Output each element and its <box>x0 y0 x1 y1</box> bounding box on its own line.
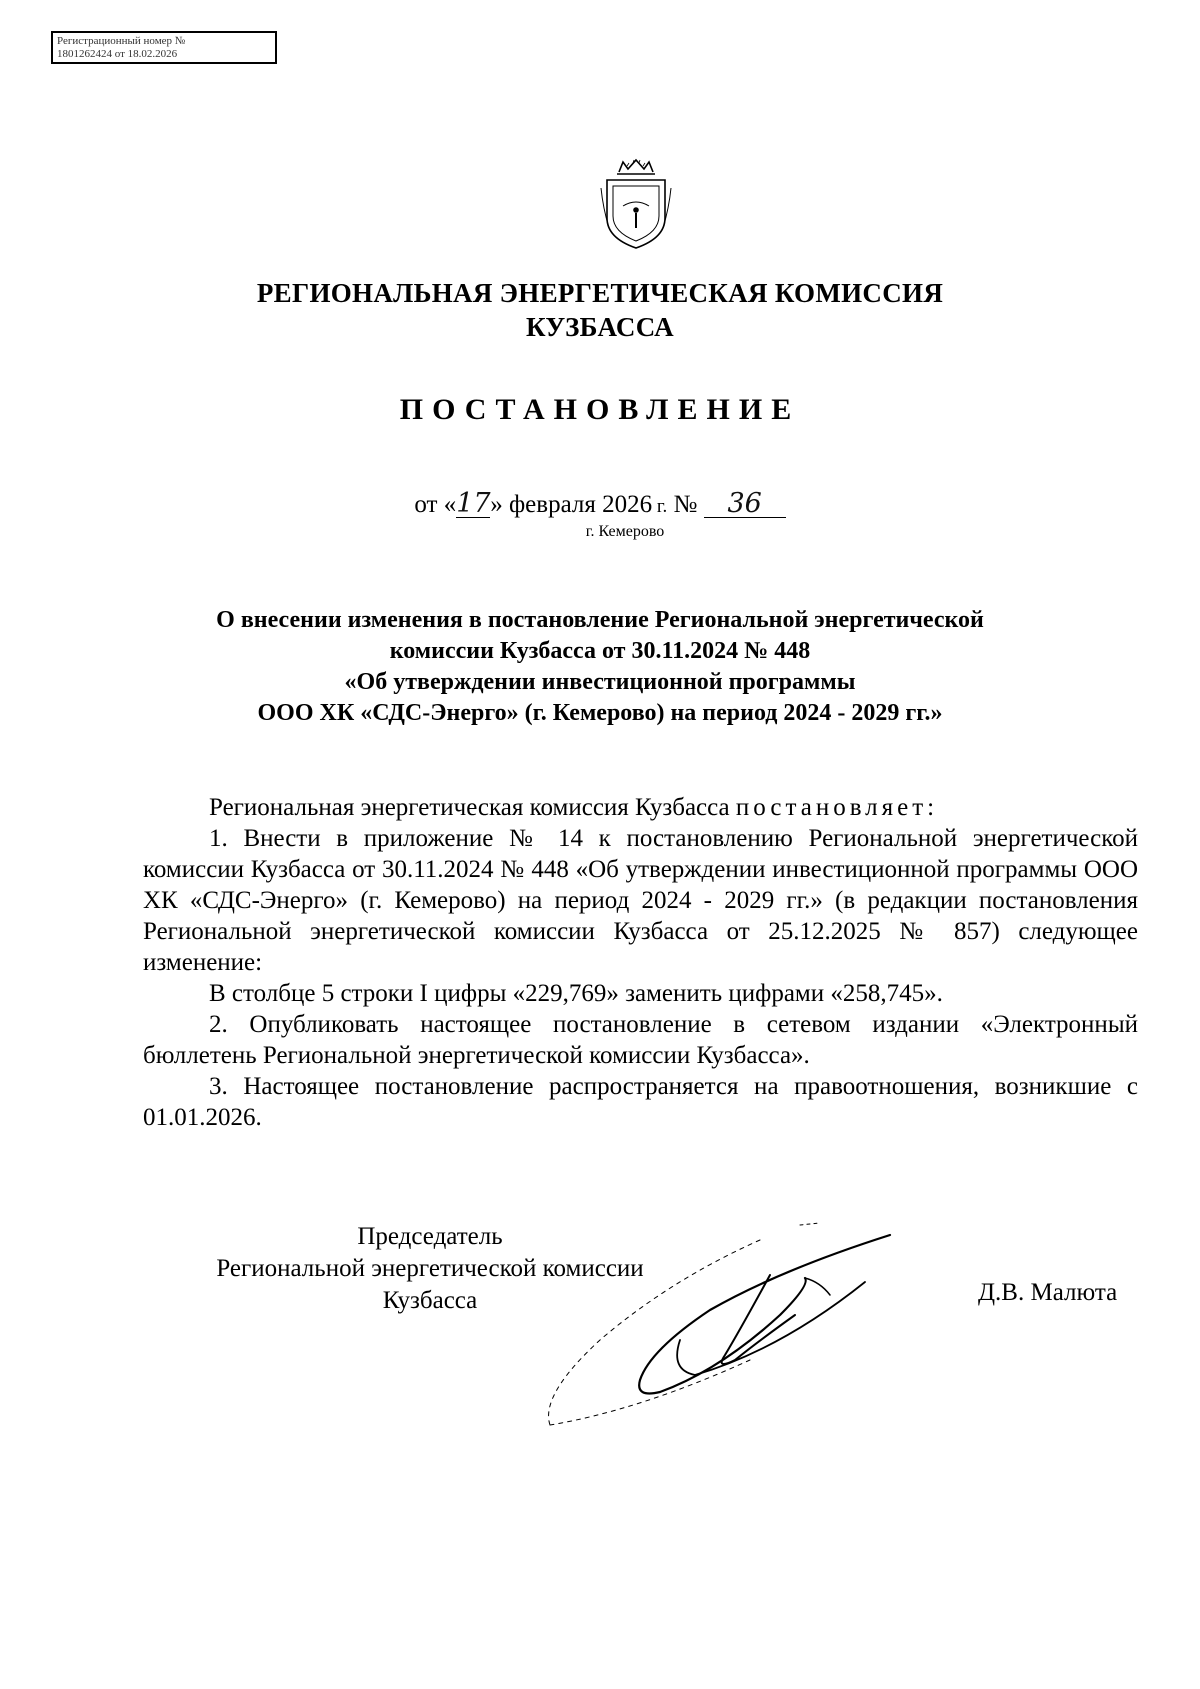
body-item-3: 3. Настоящее постановление распространяется на правоотношения, возникшие с 01.01.2026. <box>143 1073 1138 1131</box>
handwritten-signature-icon <box>520 1220 990 1450</box>
signatory-title-line-2: Региональной энергетической комиссии <box>216 1255 644 1282</box>
coat-of-arms-icon <box>597 158 675 251</box>
organization-name-line-2: КУЗБАССА <box>526 312 674 342</box>
body-item-2: 2. Опубликовать настоящее постановление в сетевом издании «Электронный бюллетень Региональной энергетической комиссии Кузбасса». <box>143 1011 1138 1069</box>
body-item-1-change: В столбце 5 строки I цифры «229,769» заменить цифрами «258,745». <box>209 980 943 1007</box>
date-year-suffix: г. <box>652 496 668 517</box>
document-date-line <box>0 490 1200 522</box>
body-intro <box>143 792 1138 823</box>
registration-line-2: 1801262424 от 18.02.2026 <box>57 48 178 60</box>
organization-name-line-1: РЕГИОНАЛЬНАЯ ЭНЕРГЕТИЧЕСКАЯ КОМИССИЯ <box>256 278 944 308</box>
date-day-handwritten: 17 <box>456 488 491 519</box>
intro-resolves: постановляет <box>735 794 928 821</box>
date-prefix: от « <box>414 491 457 518</box>
subject-line: «Об утверждении инвестиционной программы <box>344 669 856 695</box>
document-type: ПОСТАНОВЛЕНИЕ <box>399 393 801 426</box>
signatory-name: Д.В. Малюта <box>978 1279 1118 1306</box>
signatory-title-line-1: Председатель <box>357 1223 503 1250</box>
document-subject <box>0 605 1200 729</box>
subject-line: комиссии Кузбасса от 30.11.2024 № 448 <box>389 638 811 664</box>
document-body <box>143 792 1138 1133</box>
registration-line-1: Регистрационный номер № <box>57 35 186 47</box>
subject-line: О внесении изменения в постановление Региональной энергетической <box>216 607 984 633</box>
intro-colon: : <box>927 794 935 821</box>
signatory-title-line-3: Кузбасса <box>382 1287 478 1314</box>
subject-line: ООО ХК «СДС-Энерго» (г. Кемерово) на период 2024 - 2029 гг.» <box>257 700 943 726</box>
date-month-year: » февраля 2026 <box>490 491 653 518</box>
document-city: г. Кемерово <box>585 523 665 540</box>
document-number-handwritten: 36 <box>704 491 786 518</box>
organization-name <box>0 276 1200 344</box>
number-label: № <box>667 491 704 518</box>
body-item-1: 1. Внести в приложение № 14 к постановлению Региональной энергетической комиссии Кузбасса от 30.11.2024 № 448 «Об утверждении инвестиционной программы ООО ХК «СДС-Энерго» (г. Кемерово) на период 2024 - 2029 гг.» (в редакции постановления Региональной энергетической комиссии Кузбасса от 25.12.2025 № 857) следующее изменение: <box>143 825 1138 976</box>
registration-stamp <box>51 31 277 64</box>
intro-text: Региональная энергетическая комиссия Кузбасса <box>209 794 736 821</box>
